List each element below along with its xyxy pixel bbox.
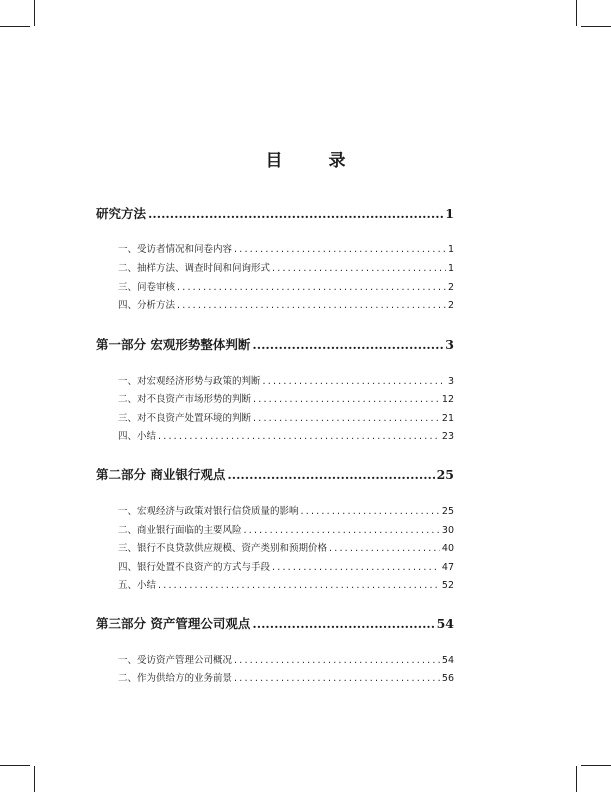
leader-dots [234,655,440,666]
toc-section-label: 第三部分 资产管理公司观点 [96,616,251,631]
toc-page-number: 1 [447,244,454,255]
toc-item[interactable] [118,559,454,573]
leader-dots [272,562,440,573]
leader-dots [253,413,440,424]
toc-page-number: 1 [447,263,454,274]
leader-dots [234,673,440,684]
toc-item-label: 三、银行不良贷款供应规模、资产类别和预期价格 [118,543,328,554]
toc-item[interactable] [118,670,454,684]
leader-dots [252,337,443,352]
toc-page-number: 12 [441,394,454,405]
toc-page-number: 2 [447,300,454,311]
toc-section-part-three[interactable] [96,614,454,632]
leader-dots [148,206,443,221]
leader-dots [177,300,446,311]
toc-item-label: 一、对宏观经济形势与政策的判断 [118,376,261,387]
toc-item-label: 四、小结 [118,431,157,442]
toc-page-number: 54 [436,616,454,631]
toc-page-number: 40 [441,543,454,554]
leader-dots [253,394,440,405]
leader-dots [227,467,434,482]
leader-dots [158,580,440,591]
toc-item-label: 一、受访资产管理公司概况 [118,655,233,666]
toc-item[interactable] [118,428,454,442]
toc-item[interactable] [118,522,454,536]
leader-dots [234,244,446,255]
toc-section-part-two[interactable] [96,465,454,483]
toc-section-research-methods[interactable] [96,204,454,222]
toc-item[interactable] [118,410,454,424]
page-title: 目 录 [265,151,366,171]
toc-section-label: 研究方法 [96,206,147,221]
toc-item[interactable] [118,260,454,274]
toc-page-number: 2 [447,282,454,293]
toc-item[interactable] [118,279,454,293]
toc-item[interactable] [118,241,454,255]
toc-page-number: 25 [436,467,454,482]
toc-page-number: 47 [441,562,454,573]
toc-page-number: 1 [445,206,454,221]
toc-item[interactable] [118,297,454,311]
leader-dots [329,543,440,554]
toc-item-label: 四、银行处置不良资产的方式与手段 [118,562,271,573]
toc-item[interactable] [118,577,454,591]
toc-section-part-one[interactable] [96,335,454,353]
toc-item-label: 二、商业银行面临的主要风险 [118,525,242,536]
leader-dots [252,616,434,631]
toc-item-label: 二、作为供给方的业务前景 [118,673,233,684]
toc-item[interactable] [118,503,454,517]
toc-page-number: 25 [441,506,454,517]
leader-dots [272,263,446,274]
leader-dots [301,506,440,517]
toc-item[interactable] [118,652,454,666]
toc-page-number: 21 [441,413,454,424]
toc-item-label: 四、分析方法 [118,300,176,311]
toc-item-label: 五、小结 [118,580,157,591]
toc-item-label: 一、宏观经济与政策对银行信贷质量的影响 [118,506,299,517]
toc-page-number: 52 [441,580,454,591]
toc-page-number: 3 [445,337,454,352]
toc-section-label: 第二部分 商业银行观点 [96,467,226,482]
toc-item-label: 三、对不良资产处置环境的判断 [118,413,252,424]
toc-item[interactable] [118,373,454,387]
toc-item-label: 三、问卷审核 [118,282,176,293]
leader-dots [244,525,440,536]
toc-item-label: 二、对不良资产市场形势的判断 [118,394,252,405]
leader-dots [263,376,446,387]
toc-item[interactable] [118,391,454,405]
leader-dots [177,282,446,293]
toc-item-label: 一、受访者情况和问卷内容 [118,244,233,255]
toc-page-number: 56 [441,673,454,684]
toc-section-label: 第一部分 宏观形势整体判断 [96,337,251,352]
toc-item-label: 二、抽样方法、调查时间和问询形式 [118,263,271,274]
leader-dots [158,431,440,442]
toc-page-number: 30 [441,525,454,536]
toc-page-number: 54 [441,655,454,666]
toc-page-number: 23 [441,431,454,442]
toc-page-number: 3 [447,376,454,387]
toc-item[interactable] [118,540,454,554]
